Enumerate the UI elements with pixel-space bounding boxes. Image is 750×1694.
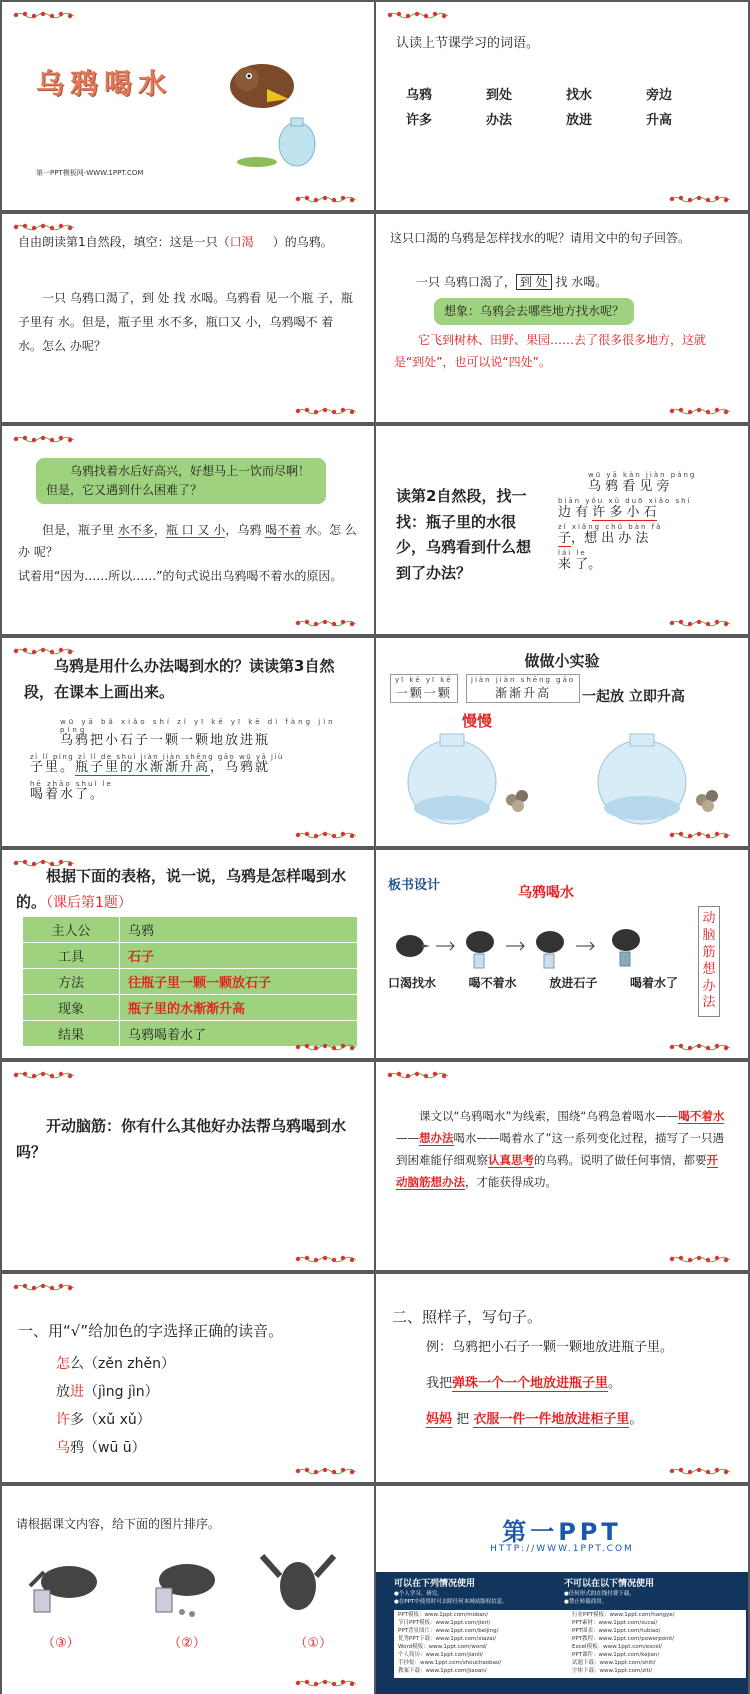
instruction-text: 认读上节课学习的词语。 [396,36,540,51]
slide-sentence-writing[interactable] [376,1274,748,1482]
allowed-notes: ●个人学习、研究。 ●在PPT中使用时可去除任何本网站版权信息。 [394,1591,508,1606]
link-item[interactable]: PPT图表：www.1ppt.com/tubiao/ [572,1627,661,1634]
blank-answer: 开动脑筋想办法 [396,1152,718,1189]
exercise-title: 二、照样子，写句子。 [392,1308,543,1326]
question-text: 乌鸦是用什么办法喝到水的？读读第3自然段，在课本上画出来。 [24,657,335,701]
step-sequence [390,914,670,974]
link-item[interactable]: Excel模板：www.1ppt.com/excel/ [572,1643,663,1650]
forbidden-title: 不可以在以下情况使用 [564,1579,655,1589]
link-item[interactable]: 试题下载：www.1ppt.com/shiti/ [572,1659,656,1666]
flower-decoration [12,10,82,20]
crow-picture [24,1552,114,1626]
link-item[interactable]: 教案下载：www.1ppt.com/jiaoan/ [398,1667,487,1674]
choice-item: 许多（xǔ xǔ） [56,1412,151,1428]
link-item[interactable]: 字体下载：www.1ppt.com/ziti/ [572,1667,653,1674]
flower-decoration [668,1042,738,1052]
brand-url[interactable]: HTTP://WWW.1PPT.COM [490,1544,634,1554]
flower-decoration [294,1042,364,1052]
flower-decoration [668,618,738,628]
lesson-title: 乌鸦喝水 [36,67,173,100]
paragraph-text: 一只 乌鸦口渴了，到 处 找 水喝。乌鸦看 见一个瓶 子，瓶 子里有 水。但是，瓶子里 水不多，瓶口又 小，乌鸦喝不 着 水。怎么 办呢？ [18,291,353,353]
question-text: 这只口渴的乌鸦是怎样找水的呢？请用文中的句子回答。 [390,231,691,245]
jar-illustration [594,730,734,834]
exercise-tag: （课后第1题） [46,894,132,911]
choice-list [56,1350,175,1462]
link-item[interactable]: PPT背景图片：www.1ppt.com/beijing/ [398,1627,499,1634]
instruction-text: 请根据课文内容，给下面的图片排序。 [16,1517,221,1531]
flower-decoration [668,194,738,204]
table-row: 工具 石子 [23,943,358,969]
usage-panel [376,1572,748,1694]
slide-pronunciation[interactable] [2,1274,374,1482]
choice-item: 放进（jìng jìn） [56,1384,159,1400]
blank-answer: 喝不着水 [678,1109,725,1123]
question-box: 乌鸦找着水后好高兴，好想马上一饮而尽啊！但是，它又遇到什么困难了？ [36,458,326,504]
order-answers [42,1632,332,1651]
link-item[interactable]: 行业PPT模板：www.1ppt.com/hangye/ [572,1612,675,1618]
link-item[interactable]: PPT课件：www.1ppt.com/kejian/ [572,1651,660,1658]
word: 放进 [566,113,593,128]
word: 到处 [486,88,513,103]
blank-answer: 想办法 [419,1130,454,1145]
slide-heading: 做做小实验 [524,652,600,670]
step-label: 放进石子 [549,976,598,990]
word: 旁边 [646,88,673,103]
choice-item: 乌鸦（wū ū） [56,1440,146,1456]
link-list-right [568,1610,746,1678]
slow-label: 慢慢 [462,712,493,730]
flower-decoration [386,1070,456,1080]
link-item[interactable]: Word模板：www.1ppt.com/word/ [398,1643,487,1650]
word: 升高 [646,113,673,128]
jar-illustration [404,730,544,834]
question-text: 根据下面的表格，说一说，乌鸦是怎样喝到水的。（课后第1题） [16,867,347,911]
flower-decoration [294,406,364,416]
flower-decoration [294,1466,364,1476]
flower-decoration [386,10,456,20]
forbidden-notes: ●任何形式的在线付费下载。 ●禁止转载商用。 [564,1591,635,1606]
right-label: 一起放 立即升高 [582,689,685,705]
flower-decoration [12,222,82,232]
allowed-title: 可以在下列情况使用 [394,1579,476,1589]
flower-decoration [668,830,738,840]
slide-experiment[interactable] [376,638,748,846]
answer-line: 我把弹珠一个一个地放进瓶子里。 [426,1376,622,1391]
task-text: 试着用“因为……所以……”的句式说出乌鸦喝不着水的原因。 [18,569,343,583]
answer-line: 妈妈 把 衣服一件一件地放进柜子里。 [426,1412,643,1427]
slide-find-water[interactable] [376,214,748,422]
slide-difficulty[interactable] [2,426,374,634]
slide-picture-order[interactable] [2,1486,374,1694]
flower-decoration [294,618,364,628]
word: 办法 [486,113,513,128]
answer-text: 它飞到树林、田野、果园……去了很多很多地方，这就是“到处”，也可以说“四处”。 [394,333,707,369]
link-item[interactable]: PPT素材：www.1ppt.com/sucai/ [572,1619,658,1626]
slide-summary[interactable] [376,1062,748,1270]
step-label: 口渴找水 [388,976,437,990]
answer-text: 口渴 [229,235,254,249]
board-label: 板书设计 [388,878,441,893]
table-row: 现象 瓶子里的水渐渐升高 [23,995,358,1021]
table-row: 方法 往瓶子里一颗一颗放石子 [23,969,358,995]
crow-picture [258,1546,338,1626]
word: 找水 [566,88,593,103]
exercise-title: 一、用“√”给加色的字选择正确的读音。 [18,1322,284,1340]
slide-table[interactable] [2,850,374,1058]
flower-decoration [294,1678,364,1688]
order-label: （①） [294,1636,332,1651]
link-item[interactable]: 优秀PPT下载：www.1ppt.com/xiazai/ [398,1635,497,1642]
board-title: 乌鸦喝水 [518,885,574,901]
phrase-box: jiàn jiàn shēng gāo 渐渐升高 [466,674,580,703]
flower-decoration [294,830,364,840]
brand-logo: 第一PPT [502,1518,622,1546]
word-grid [406,84,726,128]
footer-credit: 第一PPT模板网-WWW.1PPT.COM [36,169,144,177]
flower-decoration [12,434,82,444]
imagine-prompt: 想象：乌鸦会去哪些地方找水呢？ [434,298,634,325]
question-text: 开动脑筋：你有什么其他好办法帮乌鸦喝到水吗？ [16,1117,347,1161]
blank-answer: 认真思考 [488,1152,534,1167]
slide-vocabulary[interactable] [376,2,748,210]
table-row: 主人公 乌鸦 [23,917,358,943]
word: 乌鸦 [406,88,433,103]
question-text: 读第2自然段，找一找：瓶子里的水很少，乌鸦看到什么想到了办法？ [396,487,532,582]
flower-decoration [668,406,738,416]
link-item[interactable]: 节日PPT模板：www.1ppt.com/jieri/ [398,1619,491,1626]
table-row: 结果 乌鸦喝着水了 [23,1021,358,1047]
link-list-left [394,1610,572,1678]
phrase-box: yī kē yī kē 一颗一颗 [390,674,458,703]
example-sentence: 例：乌鸦把小石子一颗一颗地放进瓶子里。 [426,1340,674,1355]
slide-credits[interactable] [376,1486,748,1694]
link-item[interactable]: PPT教程：www.1ppt.com/powerpoint/ [572,1635,675,1642]
slide-third-paragraph[interactable] [2,638,374,846]
order-label: （③） [42,1636,80,1651]
flower-decoration [294,1254,364,1264]
crow-picture [142,1552,232,1626]
slide-second-paragraph[interactable] [376,426,748,634]
step-labels [388,974,678,991]
order-label: （②） [168,1636,206,1651]
paragraph-with-pinyin: wū yā bǎ xiǎo shí zǐ yī kē yī kē dì fàng jìn píng 乌鸦把小石子一颗一颗地放进瓶 zǐ lǐ píng zǐ lǐ de shuǐ jiàn jiàn shēng gāo wū yā jiù 子里。瓶子里的水渐渐升高，乌鸦就 hē zhāo shuǐ le 喝着水了。 [30,718,336,803]
link-item[interactable]: 手抄报：www.1ppt.com/shouchaobao/ [398,1659,502,1666]
sentence-text: 但是，瓶子里 水不多，瓶 口 又 小，乌鸦 喝不着 水。怎 么 办 呢？ [18,523,357,559]
crow-illustration [217,54,317,174]
slide-board-design[interactable] [376,850,748,1058]
highlight-word: 到 处 [516,274,552,290]
summary-table [22,916,358,1047]
vertical-label: 动脑筋想办法 [698,906,720,1017]
flower-decoration [294,194,364,204]
flower-decoration [668,1254,738,1264]
slide-fill-blank[interactable] [2,214,374,422]
link-item[interactable]: 个人简历：www.1ppt.com/jianli/ [398,1651,484,1658]
step-label: 喝不着水 [468,976,517,990]
word: 许多 [406,113,433,128]
step-label: 喝着水了 [629,976,678,990]
choice-item: 怎么（zěn zhěn） [56,1356,175,1372]
flower-decoration [668,1466,738,1476]
paragraph-with-pinyin: wū yā kàn jiàn páng 乌 鸦 看 见 旁 biān yǒu xǔ duō xiǎo shí 边 有 许 多 小 石 zǐ xiǎng chū bàn fǎ 子，想 出 办 法 lái le 来 了。 [558,471,697,572]
link-item[interactable]: PPT模板：www.1ppt.com/moban/ [398,1612,489,1618]
flower-decoration [12,1070,82,1080]
question-text: 自由朗读第1自然段，填空：这是一只（口渴 ）的乌鸦。 [18,235,333,249]
flower-decoration [12,1282,82,1292]
slide-brainstorm[interactable] [2,1062,374,1270]
sentence-text: 一只 乌鸦口渴了， 到 处 找 水喝。 [416,275,608,289]
summary-text: 课文以“乌鸦喝水”为线索，围绕“乌鸦急着喝水——喝不着水——想办法喝水——喝着水了”这一系列变化过程，描写了一只遇到困难能仔细观察认真思考的乌鸦。说明了做任何事情，都要开动脑筋想办法，才能获得成功。 [396,1109,725,1189]
slide-title[interactable] [2,2,374,210]
